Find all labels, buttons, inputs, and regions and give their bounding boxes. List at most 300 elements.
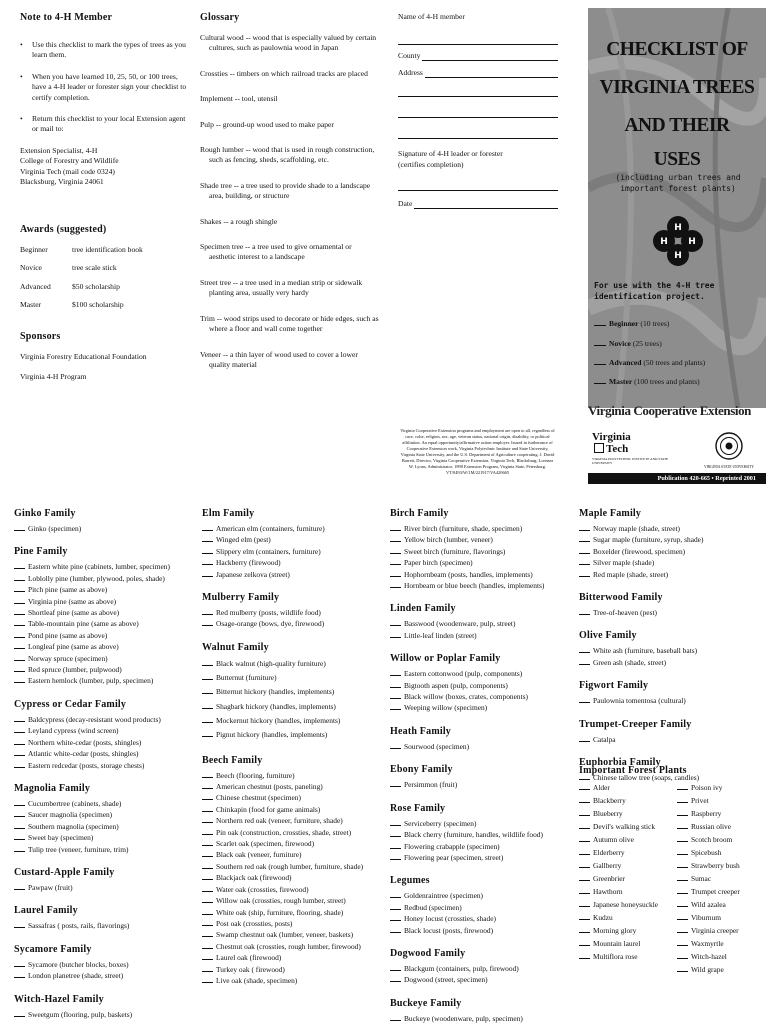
family-heading: Laurel Family: [14, 905, 78, 917]
check-blank[interactable]: [202, 619, 213, 626]
checklist-item[interactable]: [202, 523, 380, 534]
checklist-item[interactable]: [202, 700, 380, 714]
checklist-item[interactable]: [390, 557, 568, 568]
check-blank[interactable]: [579, 939, 590, 946]
checklist-item[interactable]: [14, 573, 192, 584]
plant-label: Wild grape: [691, 965, 724, 974]
check-blank[interactable]: [202, 850, 213, 857]
tree-label: Chinese tallow tree (soaps, candles): [593, 773, 700, 783]
check-blank[interactable]: [14, 1010, 25, 1017]
check-blank[interactable]: [677, 874, 688, 881]
checklist-item[interactable]: [202, 569, 380, 580]
check-blank[interactable]: [14, 562, 25, 569]
checklist-item[interactable]: [390, 668, 568, 679]
checklist-item[interactable]: [677, 820, 759, 833]
nondiscrimination-statement: [400, 428, 555, 476]
checklist-item[interactable]: [14, 523, 192, 534]
checklist-item[interactable]: [202, 607, 380, 618]
family-heading: Pine Family: [14, 546, 68, 558]
check-blank[interactable]: [14, 642, 25, 649]
check-blank[interactable]: [202, 816, 213, 823]
check-blank[interactable]: [14, 738, 25, 745]
check-blank[interactable]: [579, 558, 590, 565]
check-blank[interactable]: [579, 822, 590, 829]
checklist-item[interactable]: [390, 852, 568, 863]
checklist-item[interactable]: [579, 846, 677, 859]
checklist-item[interactable]: [14, 725, 192, 736]
check-blank[interactable]: [14, 822, 25, 829]
name-label: Name of 4-H member: [398, 12, 465, 21]
checklist-item[interactable]: [677, 859, 759, 872]
checklist-item[interactable]: [579, 924, 677, 937]
checklist-item[interactable]: [579, 534, 759, 545]
check-blank[interactable]: [202, 953, 213, 960]
checklist-item[interactable]: [202, 618, 380, 629]
checklist-item[interactable]: [390, 741, 568, 752]
check-blank[interactable]: [202, 547, 213, 554]
check-blank[interactable]: [202, 608, 213, 615]
name-field[interactable]: [398, 30, 558, 45]
note-bullet: [20, 72, 190, 103]
tree-label: Eastern redcedar (posts, storage chests): [28, 760, 145, 770]
check-blank[interactable]: [14, 524, 25, 531]
check-blank[interactable]: [677, 939, 688, 946]
checklist-item[interactable]: [579, 937, 677, 950]
tree-label: Norway maple (shade, street): [593, 524, 681, 533]
checklist-item[interactable]: [14, 959, 192, 970]
check-blank[interactable]: [14, 749, 25, 756]
check-blank[interactable]: [677, 913, 688, 920]
checklist-item[interactable]: [202, 770, 380, 781]
check-blank[interactable]: [14, 883, 25, 890]
check-blank[interactable]: [14, 608, 25, 615]
cover-title-line: VIRGINIA TREES: [599, 77, 755, 98]
checklist-item[interactable]: [390, 902, 568, 913]
mailing-address: [20, 146, 190, 188]
check-blank[interactable]: [390, 842, 401, 849]
checklist-item[interactable]: [677, 885, 759, 898]
check-blank[interactable]: [14, 654, 25, 661]
checklist-item[interactable]: [390, 974, 568, 985]
check-blank[interactable]: [390, 547, 401, 554]
tree-family: [202, 592, 380, 630]
check-blank[interactable]: [579, 608, 590, 615]
signature-field[interactable]: [398, 176, 558, 191]
checklist-item[interactable]: [677, 781, 759, 794]
checklist-item[interactable]: [202, 884, 380, 895]
checklist-item[interactable]: [202, 685, 380, 699]
check-blank[interactable]: [202, 730, 213, 737]
check-blank[interactable]: [14, 833, 25, 840]
check-blank[interactable]: [14, 845, 25, 852]
cover-level-checkbox[interactable]: [594, 319, 669, 328]
check-blank[interactable]: [202, 716, 213, 723]
cover-title-line: USES: [653, 149, 701, 170]
check-blank[interactable]: [677, 783, 688, 790]
checklist-item[interactable]: [390, 691, 568, 702]
check-blank[interactable]: [677, 887, 688, 894]
check-blank[interactable]: [677, 796, 688, 803]
checklist-item[interactable]: [202, 671, 380, 685]
check-blank[interactable]: [677, 822, 688, 829]
check-blank[interactable]: [14, 921, 25, 928]
check-blank[interactable]: [14, 971, 25, 978]
checklist-item[interactable]: [579, 546, 759, 557]
check-blank[interactable]: [14, 631, 25, 638]
checklist-item[interactable]: [202, 557, 380, 568]
checklist-item[interactable]: [202, 849, 380, 860]
check-blank[interactable]: [579, 570, 590, 577]
checklist-item[interactable]: [14, 920, 192, 931]
checklist-item[interactable]: [202, 534, 380, 545]
check-blank[interactable]: [202, 702, 213, 709]
check-blank[interactable]: [202, 873, 213, 880]
checklist-item[interactable]: [202, 804, 380, 815]
plant-label: Poison ivy: [691, 783, 723, 792]
checklist-item[interactable]: [14, 882, 192, 893]
checklist-item[interactable]: [202, 838, 380, 849]
check-blank[interactable]: [594, 319, 606, 326]
check-blank[interactable]: [390, 535, 401, 542]
checklist-item[interactable]: [202, 975, 380, 986]
checklist-item[interactable]: [202, 952, 380, 963]
checklist-item[interactable]: [677, 937, 759, 950]
check-blank[interactable]: [390, 692, 401, 699]
checklist-item[interactable]: [14, 618, 192, 629]
check-blank[interactable]: [202, 976, 213, 983]
check-blank[interactable]: [202, 659, 213, 666]
check-blank[interactable]: [202, 919, 213, 926]
checklist-item[interactable]: [390, 630, 568, 641]
date-field[interactable]: [414, 199, 558, 209]
tree-label: Red mulberry (posts, wildlife food): [216, 608, 321, 618]
checklist-item[interactable]: [579, 950, 677, 963]
check-blank[interactable]: [14, 799, 25, 806]
tree-label: Sweetgum (flooring, pulp, baskets): [28, 1009, 133, 1019]
check-blank[interactable]: [390, 619, 401, 626]
check-blank[interactable]: [202, 862, 213, 869]
checklist-item[interactable]: [390, 779, 568, 790]
check-blank[interactable]: [202, 687, 213, 694]
check-blank[interactable]: [202, 965, 213, 972]
checklist-item[interactable]: [677, 911, 759, 924]
checklist-item[interactable]: [579, 872, 677, 885]
checklist-item[interactable]: [202, 895, 380, 906]
checklist-item[interactable]: [14, 737, 192, 748]
check-blank[interactable]: [390, 742, 401, 749]
checklist-item[interactable]: [14, 821, 192, 832]
check-blank[interactable]: [579, 796, 590, 803]
check-blank[interactable]: [594, 377, 606, 384]
checklist-item[interactable]: [202, 714, 380, 728]
checklist-item[interactable]: [677, 872, 759, 885]
check-blank[interactable]: [677, 835, 688, 842]
checklist-item[interactable]: [202, 941, 380, 952]
checklist-item[interactable]: [677, 924, 759, 937]
check-blank[interactable]: [390, 853, 401, 860]
checklist-item[interactable]: [579, 657, 759, 668]
check-blank[interactable]: [202, 930, 213, 937]
check-blank[interactable]: [390, 524, 401, 531]
checklist-item[interactable]: [390, 913, 568, 924]
checklist-item[interactable]: [202, 964, 380, 975]
checklist-item[interactable]: [14, 970, 192, 981]
check-blank[interactable]: [579, 900, 590, 907]
checklist-item[interactable]: [202, 781, 380, 792]
check-blank[interactable]: [677, 809, 688, 816]
checklist-item[interactable]: [390, 546, 568, 557]
check-blank[interactable]: [390, 903, 401, 910]
check-blank[interactable]: [579, 658, 590, 665]
check-blank[interactable]: [677, 861, 688, 868]
check-blank[interactable]: [14, 761, 25, 768]
cover-level-checkbox[interactable]: [594, 377, 700, 386]
checklist-item[interactable]: [390, 523, 568, 534]
check-blank[interactable]: [202, 673, 213, 680]
check-blank[interactable]: [579, 696, 590, 703]
check-blank[interactable]: [202, 839, 213, 846]
checklist-item[interactable]: [390, 890, 568, 901]
checklist-item[interactable]: [202, 728, 380, 742]
county-field[interactable]: [422, 51, 558, 61]
check-blank[interactable]: [579, 848, 590, 855]
check-blank[interactable]: [202, 908, 213, 915]
tree-family: [579, 719, 759, 745]
address-field[interactable]: [425, 68, 558, 78]
check-blank[interactable]: [579, 646, 590, 653]
glossary-definition: -- tool, utensil: [232, 94, 278, 104]
check-blank[interactable]: [390, 830, 401, 837]
checklist-item[interactable]: [579, 898, 677, 911]
check-blank[interactable]: [579, 547, 590, 554]
check-blank[interactable]: [202, 782, 213, 789]
check-blank[interactable]: [202, 558, 213, 565]
check-blank[interactable]: [14, 574, 25, 581]
checklist-item[interactable]: [390, 963, 568, 974]
checklist-item[interactable]: [579, 695, 759, 706]
checklist-item[interactable]: [202, 827, 380, 838]
check-blank[interactable]: [677, 926, 688, 933]
tree-label: Red spruce (lumber, pulpwood): [28, 665, 122, 675]
checklist-item[interactable]: [390, 569, 568, 580]
checklist-item[interactable]: [579, 794, 677, 807]
check-blank[interactable]: [579, 735, 590, 742]
check-blank[interactable]: [579, 524, 590, 531]
check-blank[interactable]: [390, 570, 401, 577]
cover-level-checkbox[interactable]: [594, 339, 662, 348]
family-heading: Mulberry Family: [202, 592, 280, 604]
checklist-item[interactable]: [14, 760, 192, 771]
check-blank[interactable]: [390, 703, 401, 710]
check-blank[interactable]: [390, 975, 401, 982]
check-blank[interactable]: [579, 809, 590, 816]
forest-plants-heading: Important Forest Plants: [579, 765, 687, 776]
checklist-item[interactable]: [677, 807, 759, 820]
tree-label: Northern white-cedar (posts, shingles): [28, 737, 142, 747]
checklist-item[interactable]: [390, 702, 568, 713]
checklist-item[interactable]: [579, 569, 759, 580]
plant-label: Spicebush: [691, 848, 722, 857]
check-blank[interactable]: [202, 828, 213, 835]
check-blank[interactable]: [390, 581, 401, 588]
check-blank[interactable]: [14, 676, 25, 683]
check-blank[interactable]: [390, 780, 401, 787]
checklist-item[interactable]: [14, 798, 192, 809]
vce-title: Virginia Cooperative Extension: [588, 403, 752, 418]
level-name: Advanced: [609, 358, 642, 367]
checklist-item[interactable]: [390, 1013, 568, 1024]
note-section: [20, 12, 190, 187]
check-blank[interactable]: [579, 535, 590, 542]
check-blank[interactable]: [14, 726, 25, 733]
checklist-item[interactable]: [579, 557, 759, 568]
checklist-item[interactable]: [677, 950, 759, 963]
glossary-entry: [200, 181, 380, 202]
check-blank[interactable]: [14, 960, 25, 967]
check-blank[interactable]: [594, 358, 606, 365]
checklist-item[interactable]: [14, 809, 192, 820]
address-line-4[interactable]: [398, 124, 558, 139]
cover-title-line: CHECKLIST OF: [606, 39, 748, 60]
checklist-item[interactable]: [390, 925, 568, 936]
check-blank[interactable]: [677, 900, 688, 907]
check-blank[interactable]: [579, 887, 590, 894]
check-blank[interactable]: [14, 597, 25, 604]
checklist-item[interactable]: [390, 534, 568, 545]
check-blank[interactable]: [202, 570, 213, 577]
checklist-item[interactable]: [14, 1009, 192, 1020]
check-blank[interactable]: [579, 861, 590, 868]
checklist-item[interactable]: [677, 794, 759, 807]
check-blank[interactable]: [14, 715, 25, 722]
checklist-item[interactable]: [579, 911, 677, 924]
check-blank[interactable]: [14, 810, 25, 817]
checklist-item[interactable]: [14, 641, 192, 652]
checklist-item[interactable]: [579, 607, 759, 618]
check-blank[interactable]: [202, 535, 213, 542]
cover-level-checkbox[interactable]: [594, 358, 705, 367]
glossary-term: Shade tree: [200, 180, 232, 190]
check-blank[interactable]: [390, 914, 401, 921]
check-blank[interactable]: [390, 891, 401, 898]
checklist-item[interactable]: [677, 963, 759, 976]
check-blank[interactable]: [390, 558, 401, 565]
glossary-term: Rough lumber: [200, 145, 244, 155]
checklist-item[interactable]: [14, 596, 192, 607]
checklist-item[interactable]: [677, 833, 759, 846]
check-blank[interactable]: [14, 619, 25, 626]
checklist-item[interactable]: [202, 815, 380, 826]
checklist-item[interactable]: [14, 653, 192, 664]
checklist-item[interactable]: [579, 523, 759, 534]
check-blank[interactable]: [579, 913, 590, 920]
check-blank[interactable]: [677, 965, 688, 972]
tree-label: Laurel oak (firewood): [216, 953, 282, 963]
checklist-item[interactable]: [202, 907, 380, 918]
tree-label: Paper birch (specimen): [404, 558, 473, 568]
check-blank[interactable]: [390, 631, 401, 638]
tree-label: Chinese chestnut (specimen): [216, 793, 301, 803]
check-blank[interactable]: [14, 665, 25, 672]
checklist-item[interactable]: [390, 829, 568, 840]
checklist-item[interactable]: [579, 820, 677, 833]
check-blank[interactable]: [202, 885, 213, 892]
checklist-item[interactable]: [677, 846, 759, 859]
check-blank[interactable]: [579, 835, 590, 842]
tree-family: [390, 948, 568, 986]
checklist-item[interactable]: [14, 664, 192, 675]
checklist-item[interactable]: [14, 630, 192, 641]
checklist-item[interactable]: [579, 885, 677, 898]
check-blank[interactable]: [390, 964, 401, 971]
checklist-item[interactable]: [14, 584, 192, 595]
cover-title: [588, 40, 766, 170]
note-bullet-text: Use this checklist to mark the types of trees as you learn them.: [32, 40, 186, 60]
check-blank[interactable]: [579, 952, 590, 959]
checklist-item[interactable]: [202, 918, 380, 929]
check-blank[interactable]: [579, 783, 590, 790]
checklist-item[interactable]: [202, 546, 380, 557]
check-blank[interactable]: [202, 793, 213, 800]
checklist-item[interactable]: [390, 841, 568, 852]
checklist-item[interactable]: [579, 645, 759, 656]
check-blank[interactable]: [579, 874, 590, 881]
address-line-2[interactable]: [398, 82, 558, 97]
checklist-item[interactable]: [14, 561, 192, 572]
checklist-item[interactable]: [579, 734, 759, 745]
check-blank[interactable]: [202, 896, 213, 903]
checklist-item[interactable]: [14, 607, 192, 618]
checklist-item[interactable]: [202, 861, 380, 872]
checklist-item[interactable]: [677, 898, 759, 911]
check-blank[interactable]: [677, 952, 688, 959]
check-blank[interactable]: [390, 669, 401, 676]
glossary-definition: -- timbers on which railroad tracks are placed: [227, 68, 368, 78]
check-blank[interactable]: [202, 942, 213, 949]
checklist-item[interactable]: [390, 580, 568, 591]
checklist-item[interactable]: [390, 680, 568, 691]
checklist-item[interactable]: [579, 859, 677, 872]
check-blank[interactable]: [677, 848, 688, 855]
checklist-item[interactable]: [202, 792, 380, 803]
checklist-item[interactable]: [579, 833, 677, 846]
checklist-item[interactable]: [390, 818, 568, 829]
check-blank[interactable]: [594, 339, 606, 346]
check-blank[interactable]: [390, 926, 401, 933]
check-blank[interactable]: [579, 926, 590, 933]
check-blank[interactable]: [202, 805, 213, 812]
check-blank[interactable]: [202, 524, 213, 531]
checklist-item[interactable]: [14, 714, 192, 725]
check-blank[interactable]: [390, 1014, 401, 1021]
checklist-item[interactable]: [14, 748, 192, 759]
checklist-item[interactable]: [202, 929, 380, 940]
checklist-item[interactable]: [202, 872, 380, 883]
check-blank[interactable]: [390, 819, 401, 826]
checklist-item[interactable]: [14, 832, 192, 843]
checklist-item[interactable]: [14, 675, 192, 686]
address-line-3[interactable]: [398, 103, 558, 118]
glossary-definition: -- wood that is especially valued by certain cultures, such as paulownia wood in Japan: [209, 33, 377, 53]
check-blank[interactable]: [390, 681, 401, 688]
checklist-item[interactable]: [14, 844, 192, 855]
checklist-item[interactable]: [202, 657, 380, 671]
check-blank[interactable]: [14, 585, 25, 592]
checklist-item[interactable]: [390, 618, 568, 629]
checklist-item[interactable]: [579, 781, 677, 794]
check-blank[interactable]: [202, 771, 213, 778]
checklist-item[interactable]: [579, 807, 677, 820]
